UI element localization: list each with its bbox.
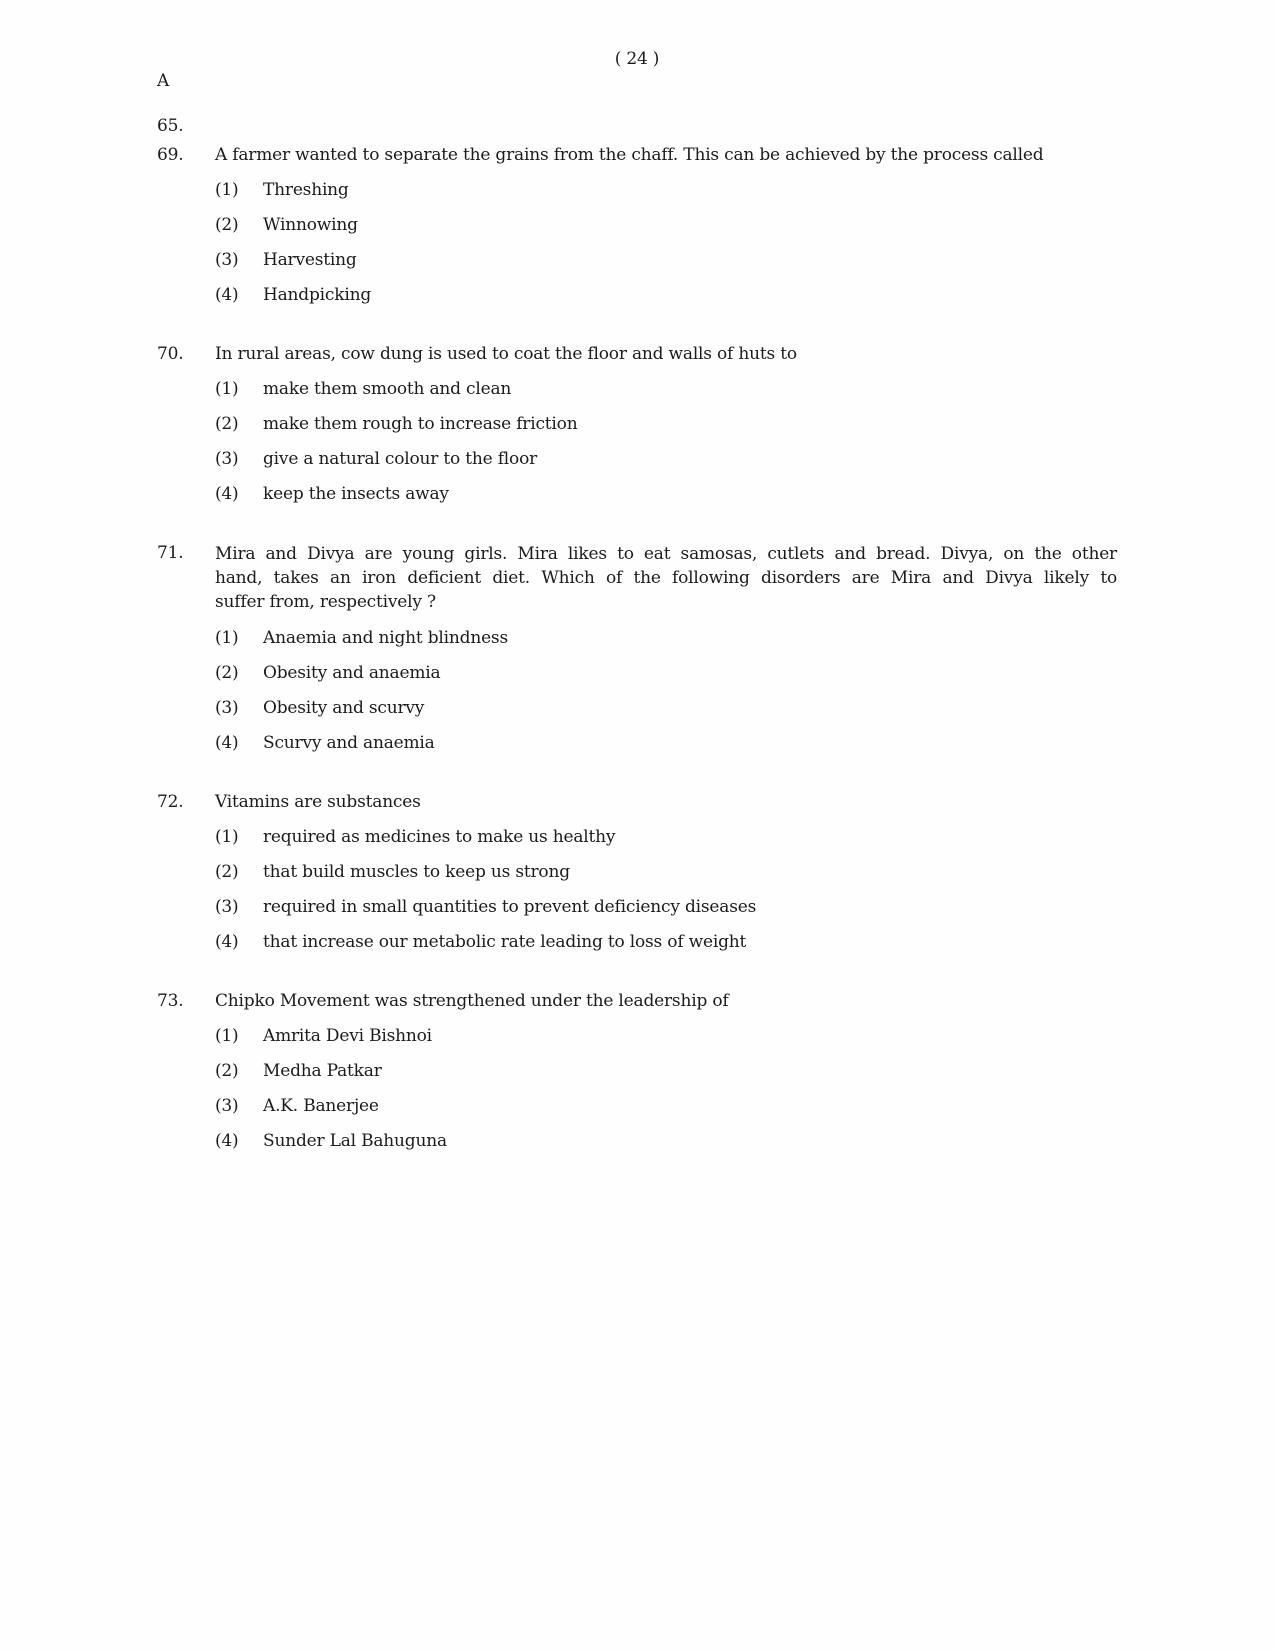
option-marker: (4) <box>215 484 239 504</box>
option-row <box>215 896 1117 918</box>
option-row <box>215 697 1117 719</box>
option-text: Winnowing <box>263 215 358 235</box>
option-marker: (2) <box>215 215 239 235</box>
option-marker: (2) <box>215 862 239 882</box>
question-number: 70. <box>157 344 184 364</box>
question-row <box>157 542 1117 614</box>
question-text: Vitamins are substances <box>215 792 421 812</box>
option-text: Obesity and anaemia <box>263 663 441 683</box>
question-71 <box>157 542 1117 754</box>
option-text: Medha Patkar <box>263 1061 382 1081</box>
question-73 <box>157 990 1117 1152</box>
option-text: Scurvy and anaemia <box>263 733 435 753</box>
option-row <box>215 448 1117 470</box>
question-72 <box>157 791 1117 953</box>
question-row <box>157 343 1117 365</box>
option-row <box>215 1095 1117 1117</box>
option-marker: (3) <box>215 1096 239 1116</box>
option-marker: (4) <box>215 733 239 753</box>
question-number-65: 65. <box>157 116 184 136</box>
test-set-label: A <box>157 71 170 91</box>
option-row <box>215 214 1117 236</box>
option-text: make them rough to increase friction <box>263 414 578 434</box>
option-marker: (1) <box>215 379 239 399</box>
option-marker: (4) <box>215 1131 239 1151</box>
option-text: Harvesting <box>263 250 357 270</box>
option-text: give a natural colour to the floor <box>263 449 538 469</box>
question-number: 71. <box>157 543 184 563</box>
option-marker: (2) <box>215 1061 239 1081</box>
option-row <box>215 378 1117 400</box>
option-marker: (3) <box>215 897 239 917</box>
question-text: In rural areas, cow dung is used to coat the floor and walls of huts to <box>215 344 797 364</box>
question-text: Chipko Movement was strengthened under the leadership of <box>215 991 729 1011</box>
question-number: 69. <box>157 145 184 165</box>
option-text: that build muscles to keep us strong <box>263 862 570 882</box>
option-marker: (4) <box>215 932 239 952</box>
option-row <box>215 483 1117 505</box>
option-marker: (2) <box>215 414 239 434</box>
option-marker: (3) <box>215 698 239 718</box>
question-number: 72. <box>157 792 184 812</box>
option-text: Anaemia and night blindness <box>263 628 508 648</box>
option-row <box>215 284 1117 306</box>
option-row <box>215 249 1117 271</box>
question-row <box>157 791 1117 813</box>
option-text: required in small quantities to prevent deficiency diseases <box>263 897 757 917</box>
option-marker: (4) <box>215 285 239 305</box>
option-row <box>215 627 1117 649</box>
question-text: A farmer wanted to separate the grains from the chaff. This can be achieved by the process called <box>215 145 1044 165</box>
option-row <box>215 826 1117 848</box>
option-text: make them smooth and clean <box>263 379 512 399</box>
option-marker: (1) <box>215 628 239 648</box>
option-text: that increase our metabolic rate leading to loss of weight <box>263 932 747 952</box>
option-row <box>215 1025 1117 1047</box>
question-text-line: hand, takes an iron deficient diet. Which of the following disorders are Mira and Divya likely to <box>215 568 1117 588</box>
question-text <box>215 542 1117 614</box>
page-number: ( 24 ) <box>614 49 660 69</box>
option-marker: (3) <box>215 449 239 469</box>
option-text: Amrita Devi Bishnoi <box>263 1026 432 1046</box>
question-row <box>157 144 1117 166</box>
option-row <box>215 662 1117 684</box>
question-text-line: Mira and Divya are young girls. Mira likes to eat samosas, cutlets and bread. Divya, on the other <box>215 544 1117 564</box>
option-text: Handpicking <box>263 285 372 305</box>
option-row <box>215 732 1117 754</box>
option-marker: (1) <box>215 180 239 200</box>
option-marker: (2) <box>215 663 239 683</box>
option-row <box>215 861 1117 883</box>
option-marker: (1) <box>215 1026 239 1046</box>
question-number: 73. <box>157 991 184 1011</box>
option-row <box>215 179 1117 201</box>
question-row <box>157 990 1117 1012</box>
option-row <box>215 931 1117 953</box>
option-marker: (3) <box>215 250 239 270</box>
question-70 <box>157 343 1117 505</box>
option-text: A.K. Banerjee <box>263 1096 379 1116</box>
option-marker: (1) <box>215 827 239 847</box>
option-row <box>215 1060 1117 1082</box>
option-text: required as medicines to make us healthy <box>263 827 616 847</box>
option-row <box>215 413 1117 435</box>
option-text: Obesity and scurvy <box>263 698 425 718</box>
option-text: Threshing <box>263 180 349 200</box>
question-text-line: suffer from, respectively ? <box>215 592 436 612</box>
option-text: Sunder Lal Bahuguna <box>263 1131 447 1151</box>
option-row <box>215 1130 1117 1152</box>
question-69 <box>157 144 1117 306</box>
option-text: keep the insects away <box>263 484 449 504</box>
